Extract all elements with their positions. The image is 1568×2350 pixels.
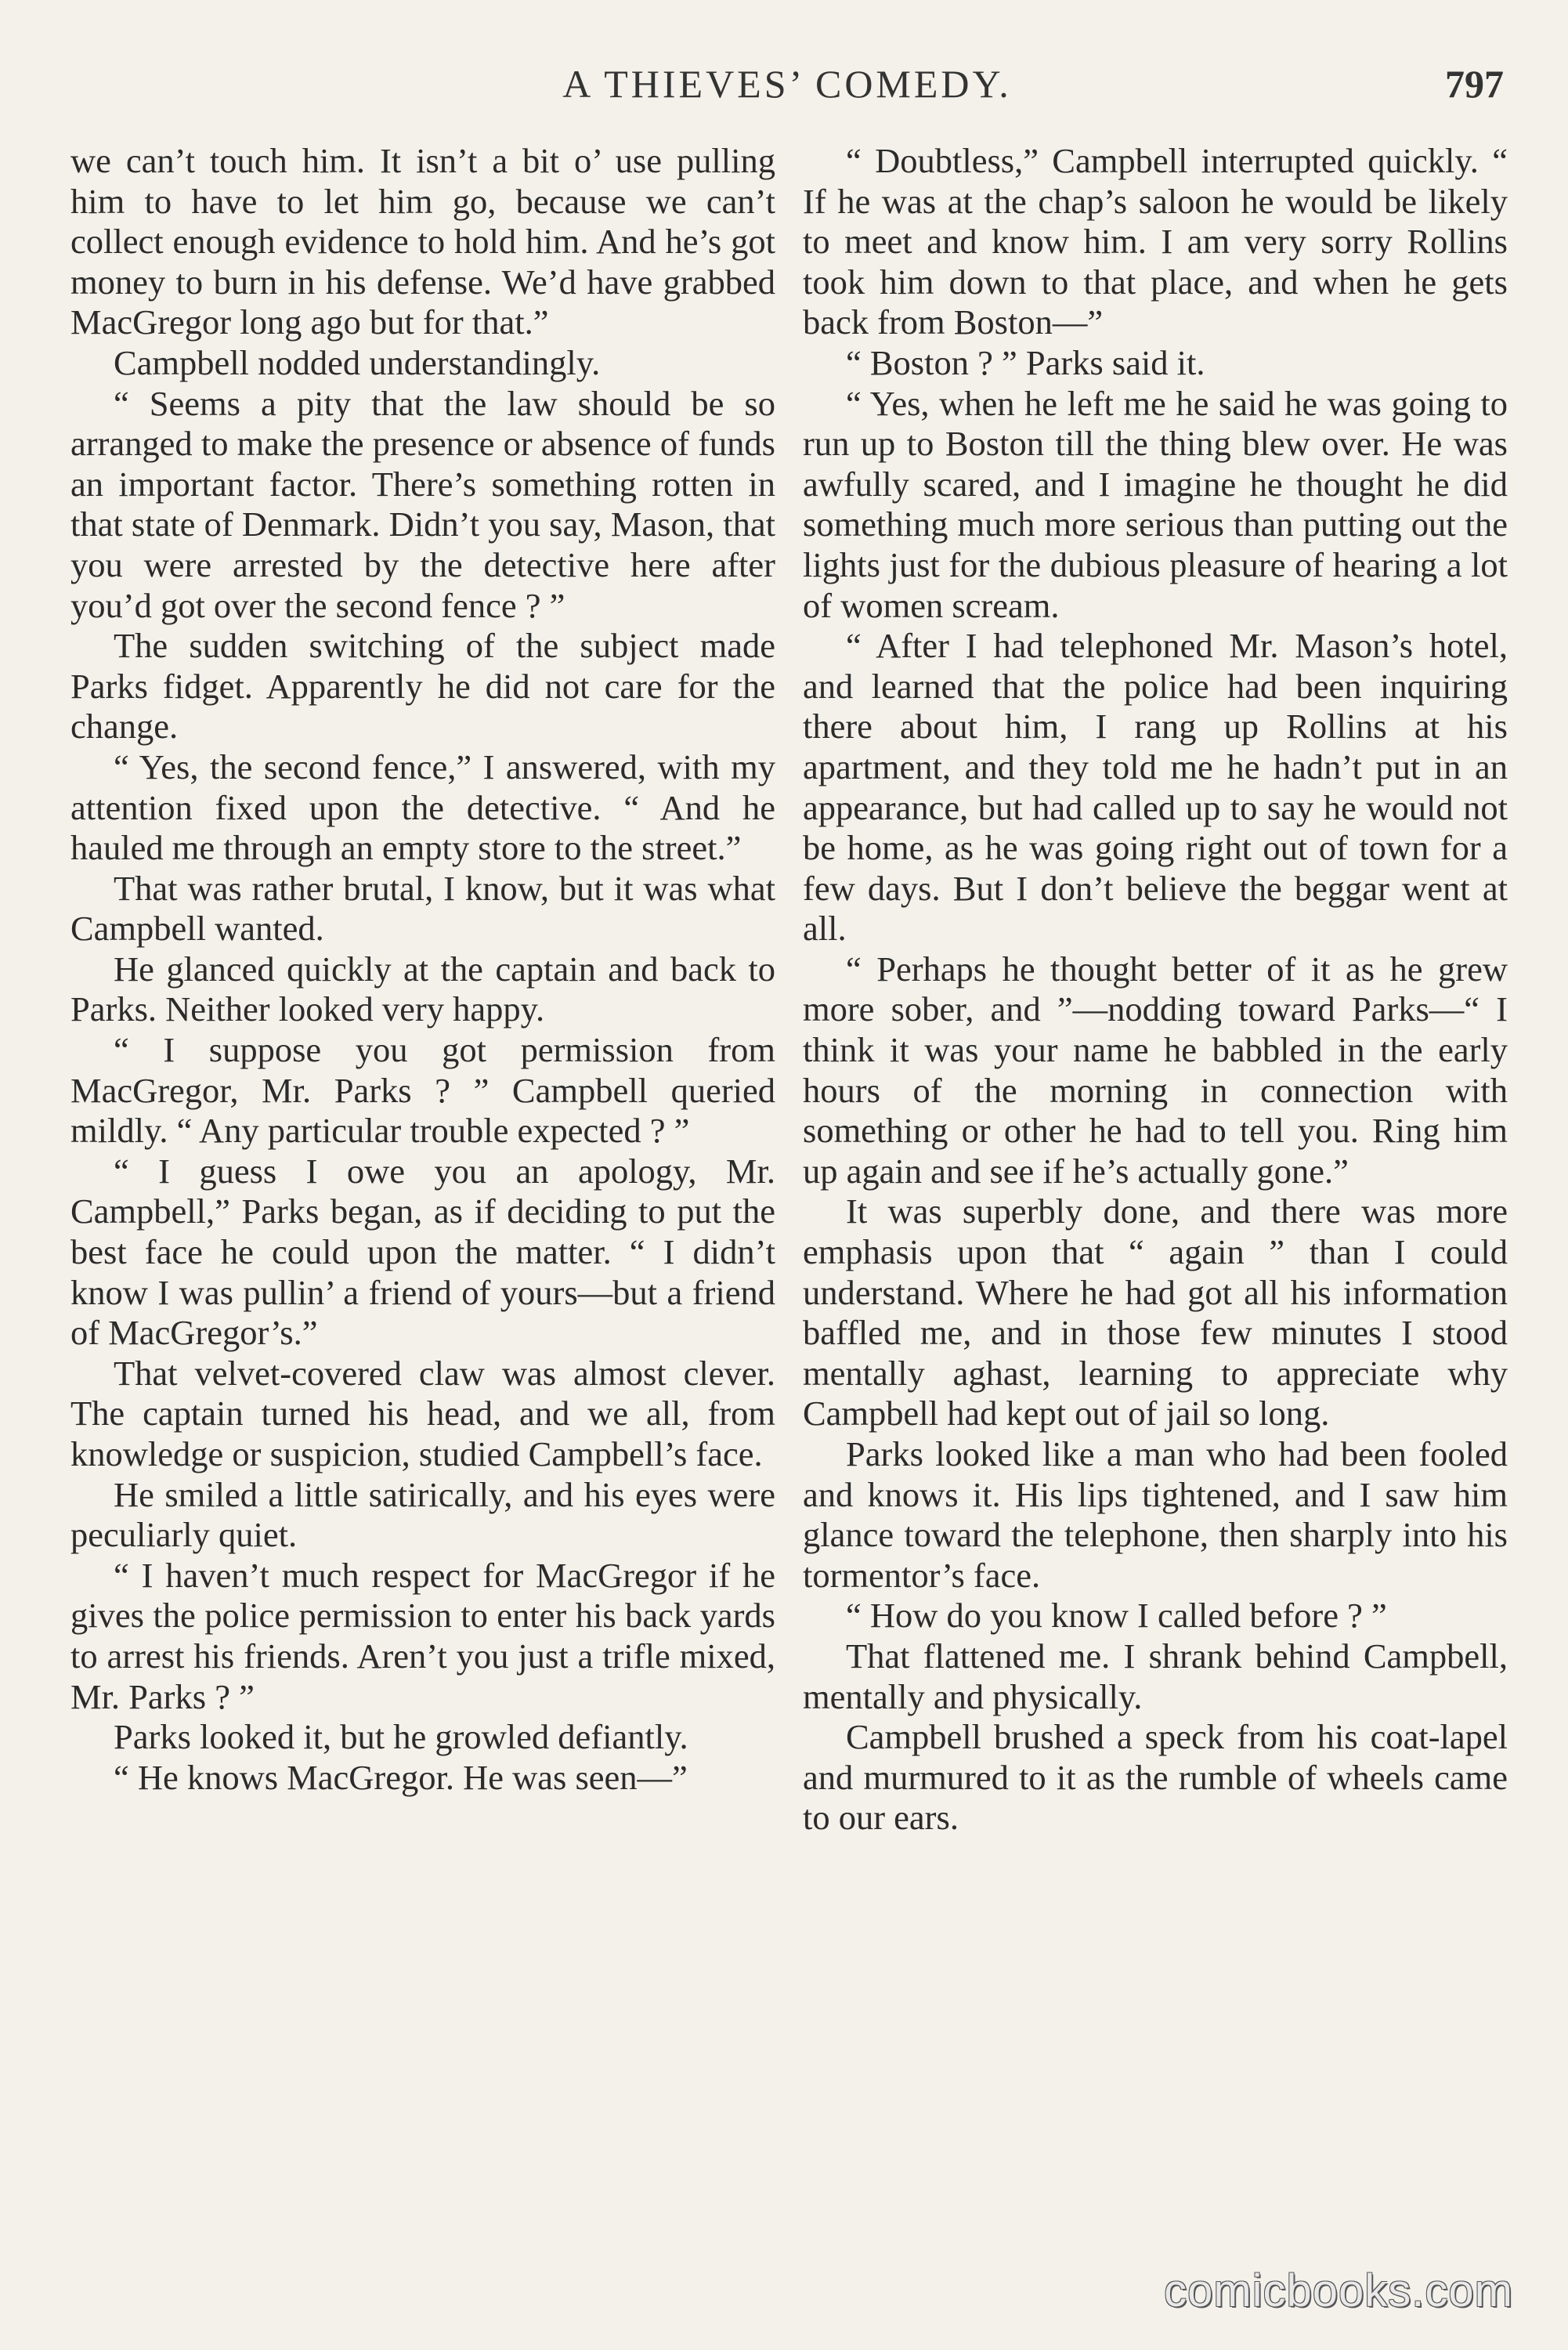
paragraph: That velvet-covered claw was almost clever. The captain turned his head, and we all, from knowledge or suspicion, studied Campbell’s face.	[70, 1353, 775, 1473]
page-number: 797	[1445, 62, 1504, 106]
paragraph: Campbell nodded understandingly.	[114, 342, 601, 382]
paragraph: “ Yes, when he left me he said he was going to run up to Boston till the thing blew over. He was awfully scared, and I imagine he thought he did something much more serious than putting out the lights just for the dubious pleasure of hearing a lot of women scream.	[803, 383, 1508, 625]
paragraph: “ Doubtless,” Campbell interrupted quickly. “ If he was at the chap’s saloon he would be likely to meet and know him. I am very sorry Rollins took him down to that place, and when he gets back from Boston—”	[803, 141, 1508, 342]
running-title: A THIEVES’ COMEDY.	[562, 62, 1012, 106]
paragraph: “ I suppose you got permission from MacGregor, Mr. Parks ? ” Campbell queried mildly. “ Any particular trouble expected ? ”	[70, 1030, 775, 1151]
paragraph: That was rather brutal, I know, but it was what Campbell wanted.	[70, 868, 775, 949]
paragraph: “ After I had telephoned Mr. Mason’s hotel, and learned that the police had been inquiring there about him, I rang up Rollins at his apartment, and they told me he hadn’t put in an appearance, but had called up to say he would not be home, as he was going right out of town for a few days. But I don’t believe the beggar went at all.	[803, 626, 1508, 949]
paragraph: “ Perhaps he thought better of it as he grew more sober, and ”—nodding toward Parks—“ I think it was your name he babbled in the early hours of the morning in connection with something or other he had to tell you. Ring him up again and see if he’s actually gone.”	[803, 949, 1508, 1191]
paragraph: He glanced quickly at the captain and back to Parks. Neither looked very happy.	[70, 949, 775, 1029]
paragraph: “ Yes, the second fence,” I answered, with my attention fixed upon the detective. “ And he hauled me through an empty store to the street.”	[70, 747, 775, 868]
paragraph: That flattened me. I shrank behind Campbell, mentally and physically.	[803, 1636, 1508, 1716]
left-column	[70, 141, 775, 1798]
paragraph: Parks looked it, but he growled defiantly.	[114, 1717, 688, 1757]
paragraph: we can’t touch him. It isn’t a bit o’ use pulling him to have to let him go, because we can’t collect enough evidence to hold him. And he’s got money to burn in his defense. We’d have grabbed MacGregor long ago but for that.”	[70, 141, 775, 342]
watermark: comicbooks.com	[1164, 2265, 1513, 2316]
paragraph: He smiled a little satirically, and his eyes were peculiarly quiet.	[70, 1474, 775, 1555]
paragraph: “ I haven’t much respect for MacGregor if he gives the police permission to enter his back yards to arrest his friends. Aren’t you just a trifle mixed, Mr. Parks ? ”	[70, 1555, 775, 1716]
paragraph: Campbell brushed a speck from his coat-lapel and murmured to it as the rumble of wheels came to our ears.	[803, 1717, 1508, 1838]
paragraph: “ Seems a pity that the law should be so arranged to make the presence or absence of funds an important factor. There’s something rotten in that state of Denmark. Didn’t you say, Mason, that you were arrested by the detective here after you’d got over the second fence ? ”	[70, 383, 775, 625]
paragraph: “ How do you know I called before ? ”	[846, 1596, 1387, 1636]
paragraph: Parks looked like a man who had been fooled and knows it. His lips tightened, and I saw him glance toward the telephone, then sharply into his tormentor’s face.	[803, 1434, 1508, 1595]
paragraph: It was superbly done, and there was more emphasis upon that “ again ” than I could understand. Where he had got all his information baffled me, and in those few minutes I stood mentally aghast, learning to appreciate why Campbell had kept out of jail so long.	[803, 1191, 1508, 1434]
paragraph: The sudden switching of the subject made Parks fidget. Apparently he did not care for the change.	[70, 626, 775, 747]
running-head	[70, 61, 1504, 116]
paragraph: “ He knows MacGregor. He was seen—”	[114, 1757, 688, 1797]
right-column	[803, 141, 1508, 1838]
paragraph: “ Boston ? ” Parks said it.	[846, 342, 1205, 382]
paragraph: “ I guess I owe you an apology, Mr. Campbell,” Parks began, as if deciding to put the best face he could upon the matter. “ I didn’t know I was pullin’ a friend of yours—but a friend of MacGregor’s.”	[70, 1151, 775, 1353]
